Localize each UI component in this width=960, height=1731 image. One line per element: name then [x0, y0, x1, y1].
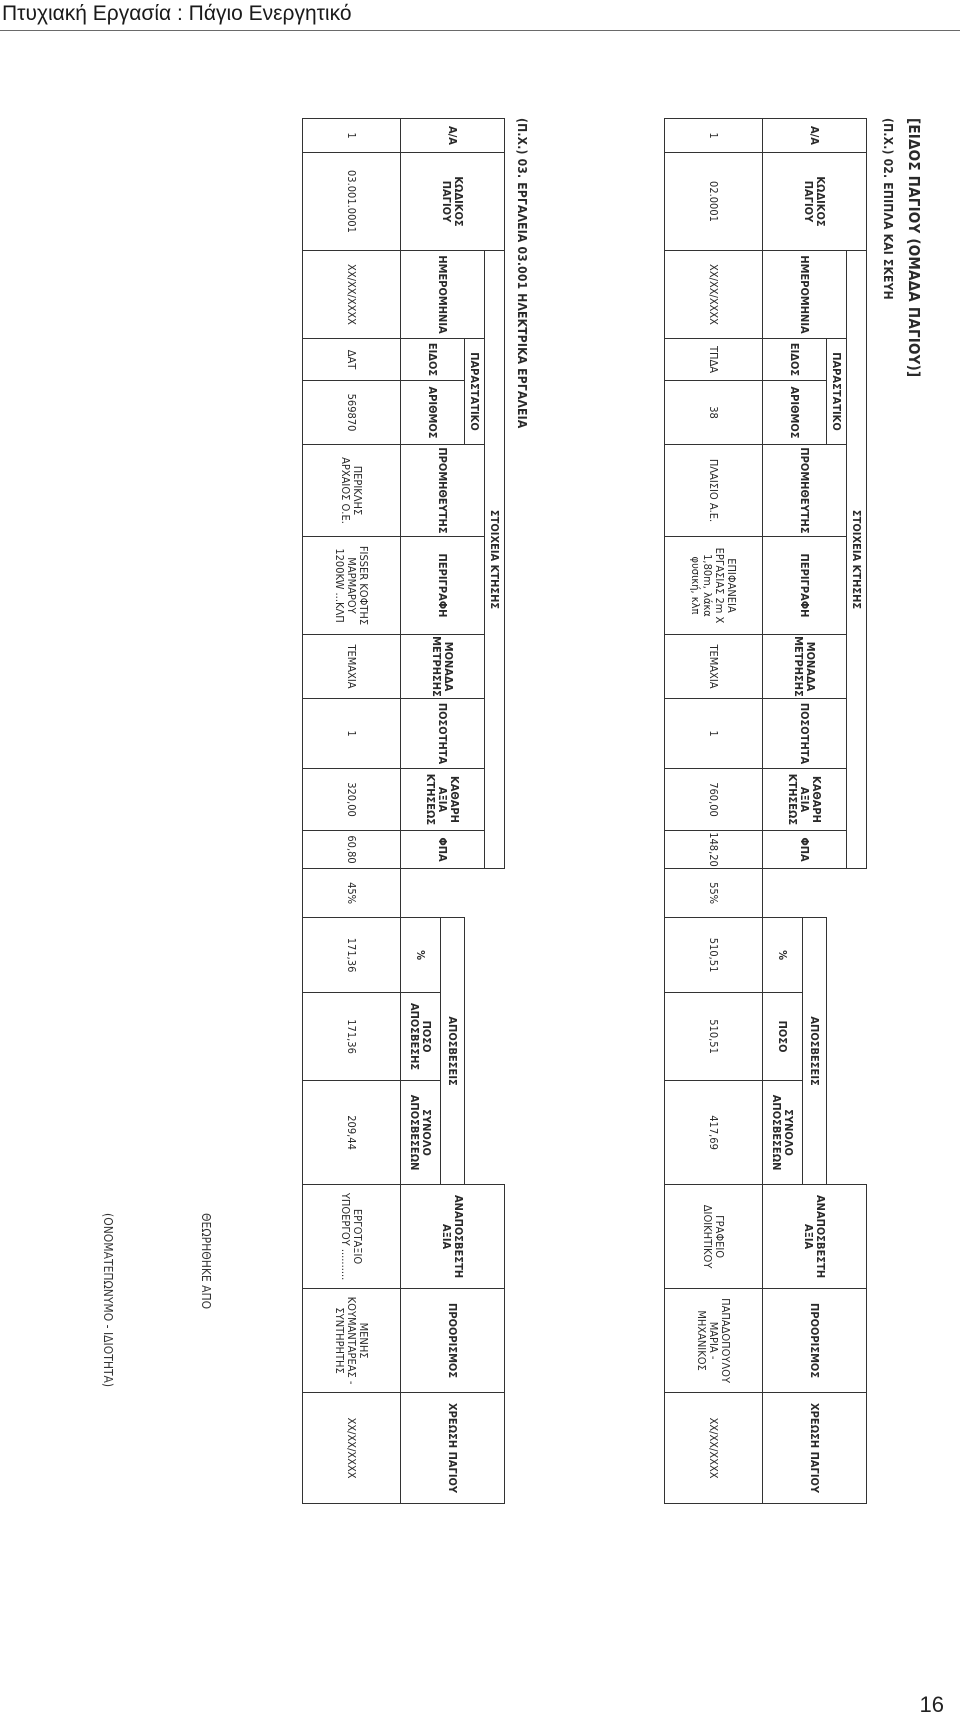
- col-date: ΗΜΕΡΟΜΗΝΙΑ: [763, 251, 847, 339]
- cell-aa: 1: [665, 119, 763, 153]
- col-quantity: ΠΟΣΟΤΗΤΑ: [401, 699, 485, 769]
- col-supplier: ΠΡΟΜΗΘΕΥΤΗΣ: [401, 445, 485, 537]
- col-voucher: ΠΑΡΑΣΤΑΤΙΚΟ: [465, 339, 485, 445]
- cell-unit: ΤΕΜΑΧΙΑ: [303, 635, 401, 699]
- cell-asset-code: 03.001.0001: [303, 153, 401, 251]
- col-asset-code: ΚΩΔΙΚΟΣ ΠΑΓΙΟΥ: [763, 153, 867, 251]
- col-depreciation-total: ΣΥΝΟΛΟ ΑΠΟΣΒΕΣΕΩΝ: [401, 1081, 441, 1185]
- col-net-value: ΚΑΘΑΡΗ ΑΞΙΑ ΚΤΗΣΕΩΣ: [401, 769, 485, 831]
- cell-unit: ΤΕΜΑΧΙΑ: [665, 635, 763, 699]
- col-destination: ΠΡΟΟΡΙΣΜΟΣ: [401, 1289, 505, 1393]
- table-1-header-spacer-3: [763, 869, 827, 918]
- cell-date: XX/XX/XXXX: [665, 251, 763, 339]
- page-header: [0, 0, 960, 31]
- cell-depreciation-pct: 45%: [303, 869, 401, 918]
- cell-date: XX/XX/XXXX: [303, 251, 401, 339]
- col-destination: ΠΡΟΟΡΙΣΜΟΣ: [763, 1289, 867, 1393]
- col-voucher-number: ΑΡΙΘΜΟΣ: [401, 381, 465, 445]
- cell-depreciation-total: 171,36: [303, 993, 401, 1081]
- cell-net-value: 320,00: [303, 769, 401, 831]
- cell-export-date: XX/XX/XXXX: [303, 1393, 401, 1504]
- cell-description: FISSER ΚΟΦΤΗΣ ΜΑΡΜΑΡΟΥ 1200KW ...ΚΛΠ: [303, 537, 401, 635]
- table-row: [303, 119, 401, 1504]
- col-voucher: ΠΑΡΑΣΤΑΤΙΚΟ: [827, 339, 847, 445]
- col-depreciation-total: ΣΥΝΟΛΟ ΑΠΟΣΒΕΣΕΩΝ: [763, 1081, 803, 1185]
- col-voucher-kind: ΕΙΔΟΣ: [763, 339, 827, 381]
- table-1-header-gap: [827, 918, 867, 1185]
- cell-supplier: ΠΕΡΙΚΛΗΣ ΑΡΧΑΙΟΣ Ο.Ε.: [303, 445, 401, 537]
- col-vat: ΦΠΑ: [763, 831, 847, 869]
- col-remaining-value: ΑΝΑΠΟΣΒΕΣΤΗ ΑΞΙΑ: [401, 1185, 505, 1289]
- cell-remaining-value: 209,44: [303, 1081, 401, 1185]
- col-unit: ΜΟΝΑΔΑ ΜΕΤΡΗΣΗΣ: [401, 635, 485, 699]
- page-header-title: Πτυχιακή Εργασία : Πάγιο Ενεργητικό: [2, 2, 352, 25]
- cell-depreciation-amount: 510,51: [665, 918, 763, 993]
- col-description: ΠΕΡΙΓΡΑΦΗ: [401, 537, 485, 635]
- page-number: 16: [919, 1692, 944, 1717]
- table-row: [665, 119, 763, 1504]
- cell-voucher-number: 38: [665, 381, 763, 445]
- col-depreciation: ΑΠΟΣΒΕΣΕΙΣ: [803, 918, 827, 1185]
- cell-asset-charge: ΜΕΝΗΣ ΚΟΥΜΑΝΤΑΡΕΑΣ - ΣΥΝΤΗΡΗΤΗΣ: [303, 1289, 401, 1393]
- col-aa: Α/Α: [763, 119, 867, 153]
- reviewed-by-label: ΘΕΩΡΗΘΗΚΕ ΑΠΟ: [199, 1213, 213, 1310]
- table-1-header-spacer: [847, 869, 867, 918]
- col-unit: ΜΟΝΑΔΑ ΜΕΤΡΗΣΗΣ: [763, 635, 847, 699]
- cell-voucher-kind: ΤΠΔΑ: [665, 339, 763, 381]
- table-2-header-row-1: [485, 119, 505, 1504]
- col-depreciation-pct: %: [401, 918, 441, 993]
- table-1-header-row-1: [847, 119, 867, 1504]
- col-depreciation-pct: %: [763, 918, 803, 993]
- cell-depreciation-total: 510,51: [665, 993, 763, 1081]
- cell-net-value: 760,00: [665, 769, 763, 831]
- cell-voucher-kind: ΔΑΤ: [303, 339, 401, 381]
- col-depreciation-amount: ΠΟΣΟ: [763, 993, 803, 1081]
- table-2-header-spacer-3: [401, 869, 465, 918]
- cell-voucher-number: 569870: [303, 381, 401, 445]
- document-main-title: [ΕΙΔΟΣ ΠΑΓΙΟΥ (ΟΜΑΔΑ ΠΑΓΙΟΥ)]: [905, 118, 923, 378]
- col-supplier: ΠΡΟΜΗΘΕΥΤΗΣ: [763, 445, 847, 537]
- cell-asset-charge: ΠΑΠΑΔΟΠΟΥΛΟΥ ΜΑΡΙΑ - ΜΗΧΑΝΙΚΟΣ: [665, 1289, 763, 1393]
- cell-asset-code: 02.0001: [665, 153, 763, 251]
- col-asset-code: ΚΩΔΙΚΟΣ ΠΑΓΙΟΥ: [401, 153, 505, 251]
- cell-quantity: 1: [303, 699, 401, 769]
- cell-quantity: 1: [665, 699, 763, 769]
- cell-destination: ΓΡΑΦΕΙΟ ΔΙΟΙΚΗΤΙΚΟΥ: [665, 1185, 763, 1289]
- section-1-title: (Π.Χ.) 02. ΕΠΙΠΛΑ ΚΑΙ ΣΚΕΥΗ: [881, 118, 895, 300]
- col-voucher-number: ΑΡΙΘΜΟΣ: [763, 381, 827, 445]
- table-1-header-spacer-2: [827, 869, 847, 918]
- cell-aa: 1: [303, 119, 401, 153]
- col-aa: Α/Α: [401, 119, 505, 153]
- col-remaining-value: ΑΝΑΠΟΣΒΕΣΤΗ ΑΞΙΑ: [763, 1185, 867, 1289]
- cell-description: ΕΠΙΦΑΝΕΙΑ ΕΡΓΑΣΙΑΣ 2m Χ 1,80m, λάκα φυσική, κλπ: [665, 537, 763, 635]
- table-2-header-gap: [465, 918, 505, 1185]
- col-quantity: ΠΟΣΟΤΗΤΑ: [763, 699, 847, 769]
- cell-depreciation-amount: 171,36: [303, 918, 401, 993]
- col-acquisition-data: ΣΤΟΙΧΕΙΑ ΚΤΗΣΗΣ: [847, 251, 867, 869]
- asset-register-table-1: [664, 118, 867, 1504]
- col-description: ΠΕΡΙΓΡΑΦΗ: [763, 537, 847, 635]
- cell-destination: ΕΡΓΟΤΑΞΙΟ ΥΠΟΕΡΓΟΥ ..........: [303, 1185, 401, 1289]
- col-net-value: ΚΑΘΑΡΗ ΑΞΙΑ ΚΤΗΣΕΩΣ: [763, 769, 847, 831]
- col-vat: ΦΠΑ: [401, 831, 485, 869]
- cell-supplier: ΠΛΑΙΣΙΟ Α.Ε.: [665, 445, 763, 537]
- signature-line: (ΟΝΟΜΑΤΕΠΩΝΥΜΟ - ΙΔΙΟΤΗΤΑ): [101, 1213, 115, 1388]
- rotated-document: [15, 118, 935, 1538]
- table-2-header-spacer-2: [465, 869, 485, 918]
- col-acquisition-data: ΣΤΟΙΧΕΙΑ ΚΤΗΣΗΣ: [485, 251, 505, 869]
- cell-vat: 60,80: [303, 831, 401, 869]
- col-depreciation: ΑΠΟΣΒΕΣΕΙΣ: [441, 918, 465, 1185]
- col-asset-charge: ΧΡΕΩΣΗ ΠΑΓΙΟΥ: [401, 1393, 505, 1504]
- section-2-title: (Π.Χ.) 03. ΕΡΓΑΛΕΙΑ 03.001 ΗΛΕΚΤΡΙΚΑ ΕΡΓΑΛΕΙΑ: [515, 118, 529, 429]
- col-voucher-kind: ΕΙΔΟΣ: [401, 339, 465, 381]
- cell-depreciation-pct: 55%: [665, 869, 763, 918]
- table-2-header-spacer: [485, 869, 505, 918]
- col-depreciation-amount: ΠΟΣΟ ΑΠΟΣΒΕΣΗΣ: [401, 993, 441, 1081]
- cell-vat: 148,20: [665, 831, 763, 869]
- asset-register-table-2: [302, 118, 505, 1504]
- col-asset-charge: ΧΡΕΩΣΗ ΠΑΓΙΟΥ: [763, 1393, 867, 1504]
- cell-remaining-value: 417,69: [665, 1081, 763, 1185]
- cell-export-date: XX/XX/XXXX: [665, 1393, 763, 1504]
- col-date: ΗΜΕΡΟΜΗΝΙΑ: [401, 251, 485, 339]
